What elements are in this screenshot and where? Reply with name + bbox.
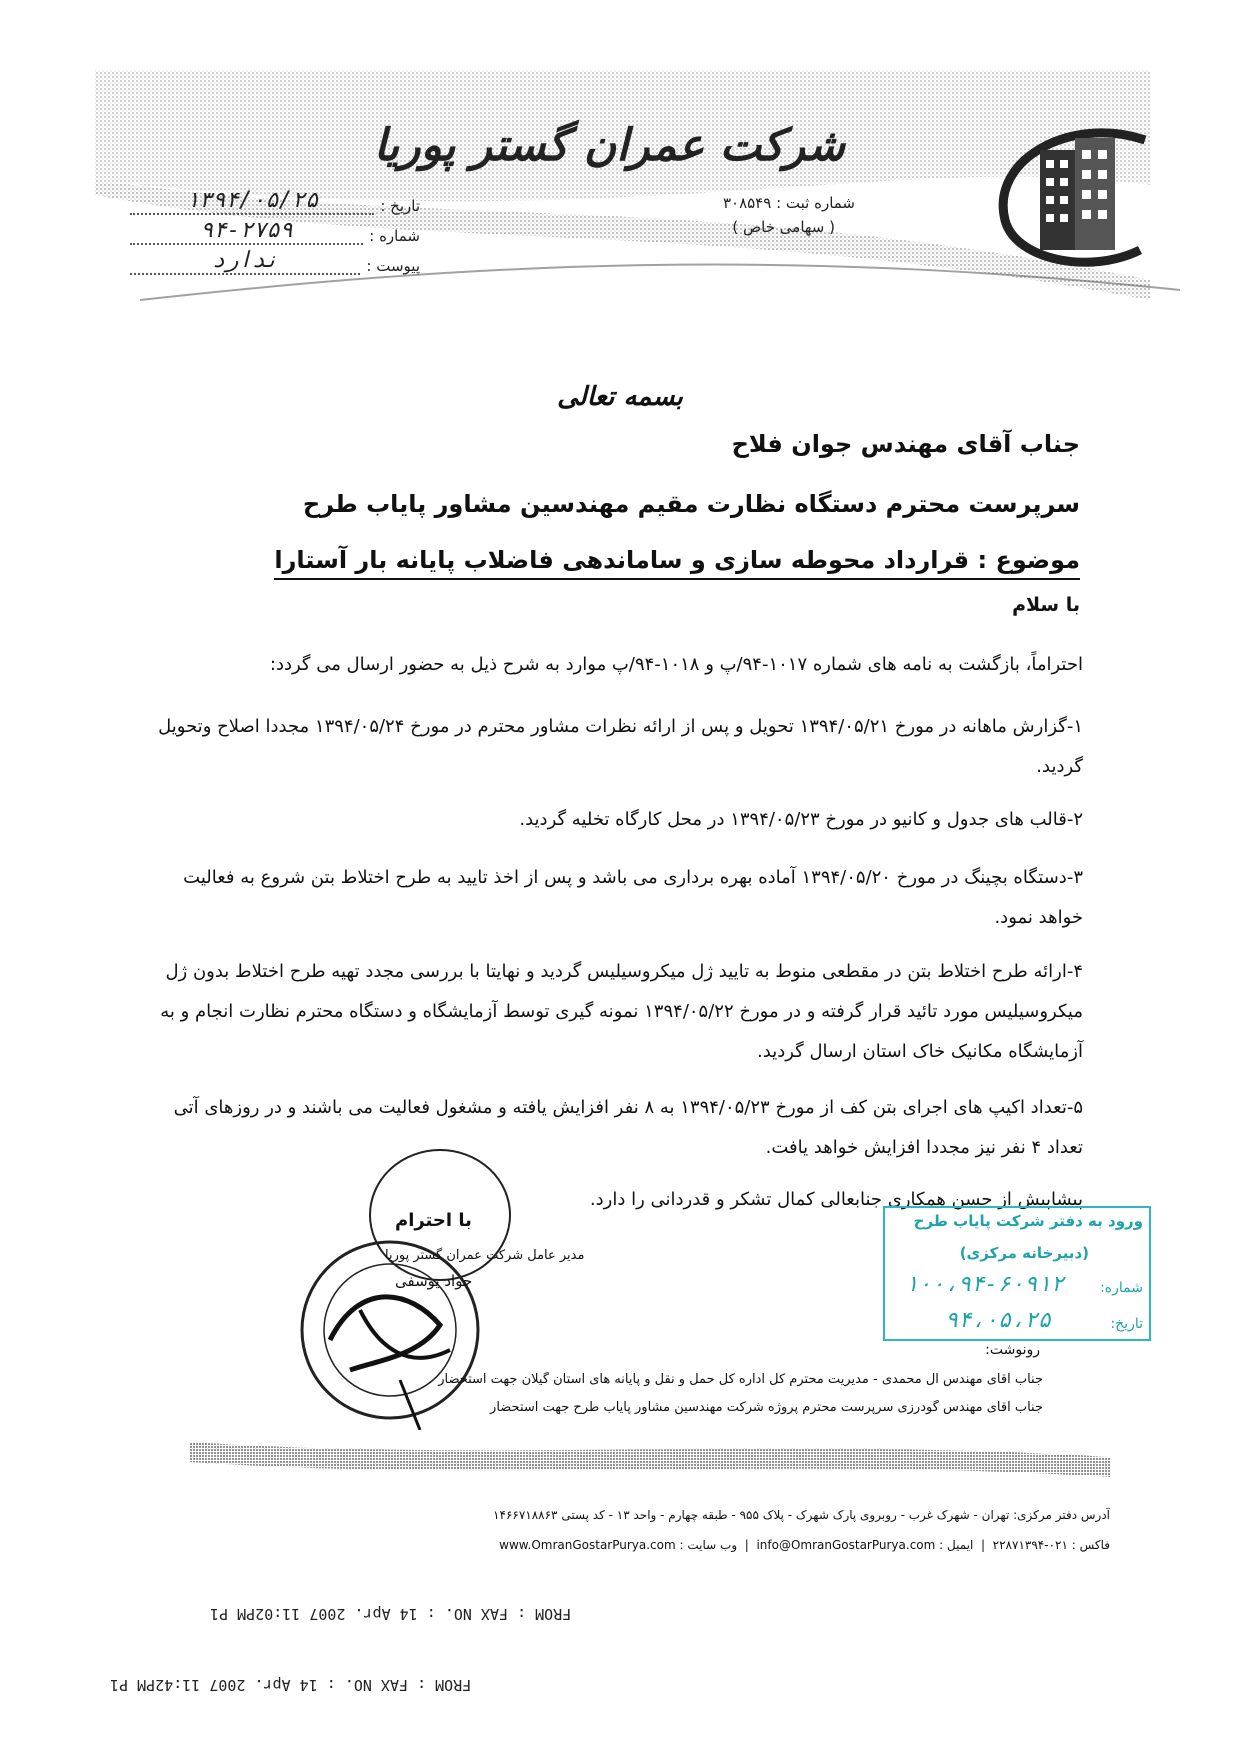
stamp-date-value: ۹۴،۰۵،۲۵: [945, 1308, 1051, 1333]
signature-title: مدیر عامل شرکت عمران گستر پوریا: [385, 1248, 585, 1263]
recipient-title: سرپرست محترم دستگاه نظارت مقیم مهندسین مشاور پایاب طرح: [302, 490, 1080, 518]
footer-email-label: ایمیل :: [939, 1538, 974, 1552]
date-value: ۱۳۹۴/۰۵/۲۵: [130, 188, 374, 215]
stamp-number-label: شماره:: [1100, 1280, 1143, 1296]
cc-label: رونوشت:: [985, 1342, 1040, 1358]
company-registration: شماره ثبت : ۳۰۸۵۴۹: [722, 194, 855, 212]
subject-line: [140, 546, 1080, 574]
cc-line-2: جناب آقای مهندس گودرزی سرپرست محترم پروژه شرکت مهندسین مشاور پایاب طرح جهت استحضار: [490, 1400, 1043, 1415]
item-4: ۴-ارائه طرح اختلاط بتن در مقطعی منوط به تایید ژل میکروسیلیس گردید و نهایتا با بررسی مجدد تهیه طرح اختلاط بدون ژل میکروسیلیس مورد تائید قرار گرفته و در مورخ ۱۳۹۴/۰۵/۲۲ نمونه گیری توسط آزمایشگاه و دستگاه محترم نظارت انجام و به آزمایشگاه مکانیک خاک استان ارسال گردید.: [160, 961, 1083, 1062]
cc-line-1: جناب آقای مهندس آل محمدی - مدیریت محترم کل اداره کل حمل و نقل و پایانه های استان گیلان جهت استحضار: [438, 1372, 1043, 1387]
footer-website: www.OmranGostarPurya.com: [499, 1538, 676, 1552]
company-name: شرکت عمران گستر پوریا: [373, 120, 845, 171]
company-type: ( سهامی خاص ): [732, 218, 835, 236]
received-stamp: [883, 1206, 1151, 1341]
footer-email: info@OmranGostarPurya.com: [756, 1538, 936, 1552]
date-field: [130, 188, 420, 215]
company-logo-icon: [980, 110, 1160, 270]
number-value: ۹۴-۲۷۵۹: [130, 218, 363, 245]
fax-header-1: FROM : FAX NO. : 14 Apr. 2007 11:02PM P1: [210, 1605, 572, 1623]
greeting: با سلام: [1012, 594, 1080, 616]
stamp-date-label: تاریخ:: [1110, 1316, 1143, 1332]
number-field: [130, 218, 420, 245]
footer-contacts: فاکس : ۰۲۱-۲۲۸۷۱۳۹۴ | ایمیل : info@OmranGostarPurya.com | وب سایت : www.OmranGostarPurya.com: [499, 1538, 1110, 1552]
attachment-field: [130, 248, 420, 275]
item-5: ۵-تعداد اکیپ های اجرای بتن کف از مورخ ۱۳۹۴/۰۵/۲۳ به ۸ نفر افزایش یافته و مشغول فعالیت می باشند و در روزهای آتی تعداد ۴ نفر نیز مجددا افزایش خواهد یافت.: [173, 1097, 1083, 1158]
footer-wave-graphic: [190, 1437, 1110, 1483]
number-label: شماره :: [369, 227, 420, 245]
letterhead: [0, 0, 1240, 330]
stamp-number-value: ۱۰۰،۹۴-۶۰۹۱۲: [905, 1272, 1064, 1297]
item-2: ۲-قالب های جدول و کانیو در مورخ ۱۳۹۴/۰۵/۲۳ در محل کارگاه تخلیه گردید.: [519, 809, 1083, 830]
subject-text: موضوع : قرارداد محوطه سازی و ساماندهی فاضلاب پایانه بار آستارا: [274, 546, 1080, 580]
footer-address: آدرس دفتر مرکزی: تهران - شهرک غرب - روبروی پارک شهرک - پلاک ۹۵۵ - طبقه چهارم - واحد ۱۳ - کد پستی ۱۴۶۶۷۱۸۸۶۳: [493, 1508, 1110, 1522]
signature-name: جواد یوسفی: [395, 1272, 473, 1290]
footer-fax-label: فاکس :: [1071, 1538, 1110, 1552]
item-1: ۱-گزارش ماهانه در مورخ ۱۳۹۴/۰۵/۲۱ تحویل و پس از ارائه نظرات مشاور محترم در مورخ ۱۳۹۴/۰۵/۲۴ مجددا اصلاح وتحویل گردید.: [158, 716, 1083, 777]
footer-website-label: وب سایت :: [679, 1538, 738, 1552]
basmala: بسمه تعالی: [557, 382, 683, 412]
fax-header-2: FROM : FAX NO. : 14 Apr. 2007 11:42PM P1: [110, 1676, 472, 1694]
attachment-value: ندارد: [130, 248, 360, 275]
date-label: تاریخ :: [380, 197, 420, 215]
attachment-label: پیوست :: [366, 257, 420, 275]
stamp-line1: ورود به دفتر شرکت پایاب طرح: [913, 1212, 1143, 1230]
closing-sentence: پیشاپیش از حسن همکاری جنابعالی کمال تشکر و قدردانی را دارد.: [589, 1189, 1083, 1210]
item-3: ۳-دستگاه بچینگ در مورخ ۱۳۹۴/۰۵/۲۰ آماده بهره برداری می باشد و پس از اخذ تایید به طرح اختلاط بتن شروع به فعالیت خواهد نمود.: [183, 867, 1083, 928]
recipient: جناب آقای مهندس جوان فلاح: [731, 430, 1080, 458]
intro-paragraph: احتراماً، بازگشت به نامه های شماره ۱۰۱۷-۹۴/پ و ۱۰۱۸-۹۴/پ موارد به شرح ذیل به حضور ارسال می گردد:: [269, 654, 1083, 675]
signature-regards: با احترام: [395, 1210, 472, 1231]
footer-fax-value: ۰۲۱-۲۲۸۷۱۳۹۴: [992, 1538, 1068, 1552]
stamp-line2: (دبیرخانه مرکزی): [959, 1244, 1089, 1262]
